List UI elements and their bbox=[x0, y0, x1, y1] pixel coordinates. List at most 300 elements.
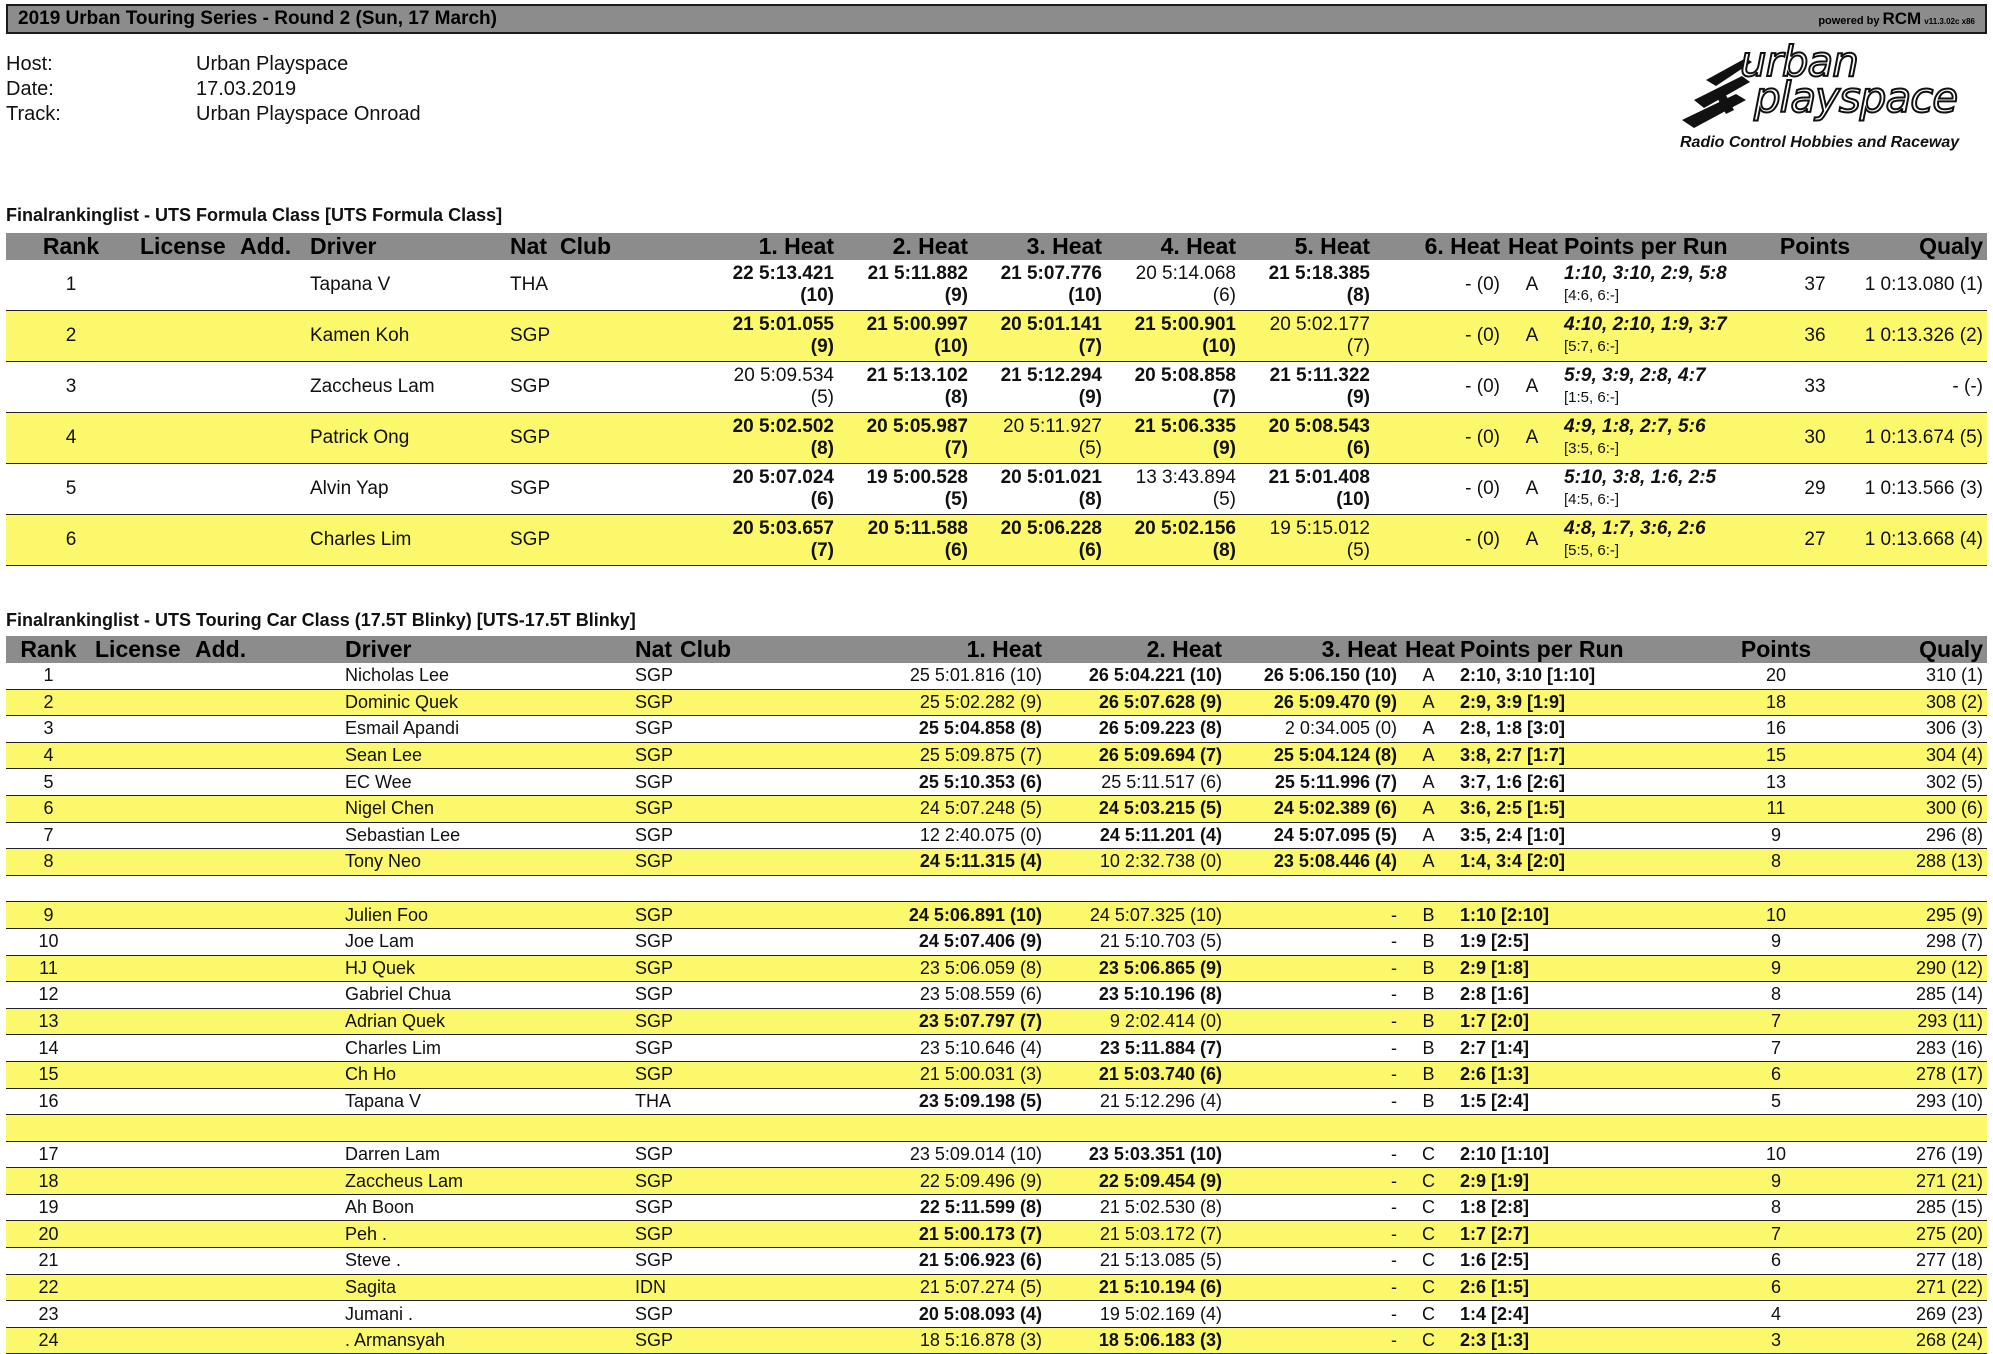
heat-result-cell bbox=[1240, 362, 1374, 413]
heat-group-cell: C bbox=[1401, 1194, 1456, 1221]
points-cell: 5 bbox=[1706, 1088, 1846, 1115]
points-per-run-cell: 1:10 [2:10] bbox=[1456, 902, 1706, 929]
add-cell bbox=[191, 1194, 341, 1221]
points-cell: 9 bbox=[1706, 1168, 1846, 1195]
qualy-cell: 1 0:13.326 (2) bbox=[1860, 311, 1987, 362]
points-per-run-counted: 4:8, 1:7, 3:6, 2:6 bbox=[1564, 518, 1706, 539]
points-cell: 6 bbox=[1706, 1061, 1846, 1088]
points-per-run-counted: 4:9, 1:8, 2:7, 5:6 bbox=[1564, 416, 1706, 437]
club-cell bbox=[676, 928, 866, 955]
nat-cell: SGP bbox=[506, 515, 556, 566]
table-row bbox=[6, 1088, 1987, 1115]
heat-points: (10) bbox=[1068, 285, 1102, 306]
points-cell: 18 bbox=[1706, 689, 1846, 716]
nat-cell: SGP bbox=[631, 1168, 676, 1195]
heat-group-cell: B bbox=[1401, 982, 1456, 1009]
powered-by: powered by RCM v11.3.02c x86 bbox=[1818, 9, 1975, 28]
points-per-run-cell: 3:6, 2:5 [1:5] bbox=[1456, 795, 1706, 822]
add-cell bbox=[191, 928, 341, 955]
heat-result-cell bbox=[972, 515, 1106, 566]
nat-cell: SGP bbox=[631, 982, 676, 1009]
points-per-run-cell bbox=[1560, 311, 1770, 362]
qualy-cell: 269 (23) bbox=[1846, 1301, 1987, 1328]
heat-time: 21 5:11.882 bbox=[867, 263, 968, 284]
column-header: Nat bbox=[506, 233, 556, 260]
nat-cell: SGP bbox=[631, 689, 676, 716]
heat2-cell: 21 5:03.172 (7) bbox=[1046, 1221, 1226, 1248]
points-per-run-dropped: [4:6, 6:-] bbox=[1564, 287, 1620, 304]
heat-time: 19 5:00.528 bbox=[866, 467, 968, 488]
heat-group-cell: C bbox=[1401, 1248, 1456, 1275]
heat1-cell: 25 5:09.875 (7) bbox=[866, 742, 1046, 769]
heat-time: 21 5:01.408 bbox=[1268, 467, 1370, 488]
column-header: Add. bbox=[191, 636, 341, 663]
heat-group-cell: C bbox=[1401, 1221, 1456, 1248]
heat3-cell: - bbox=[1226, 1088, 1401, 1115]
qualy-cell: 275 (20) bbox=[1846, 1221, 1987, 1248]
heat-group-cell: A bbox=[1504, 362, 1560, 413]
club-cell bbox=[556, 311, 706, 362]
formula-section-title: Finalrankinglist - UTS Formula Class [UTS Formula Class] bbox=[6, 205, 503, 225]
heat-result-cell bbox=[972, 464, 1106, 515]
heat2-cell: 9 2:02.414 (0) bbox=[1046, 1008, 1226, 1035]
club-cell bbox=[556, 464, 706, 515]
license-cell bbox=[91, 795, 191, 822]
points-per-run-cell: 2:10 [1:10] bbox=[1456, 1141, 1706, 1168]
driver-cell: . Armansyah bbox=[341, 1327, 631, 1354]
points-per-run-cell bbox=[1560, 464, 1770, 515]
heat-points: (8) bbox=[1346, 285, 1370, 306]
heat1-cell: 25 5:02.282 (9) bbox=[866, 689, 1046, 716]
license-cell bbox=[91, 1327, 191, 1354]
heat-group-cell: C bbox=[1401, 1327, 1456, 1354]
heat-result-cell bbox=[838, 413, 972, 464]
license-cell bbox=[136, 260, 236, 311]
nat-cell: SGP bbox=[631, 902, 676, 929]
heat-points: (9) bbox=[944, 285, 968, 306]
heat-result-cell bbox=[972, 260, 1106, 311]
qualy-cell: 271 (21) bbox=[1846, 1168, 1987, 1195]
heat1-cell: 24 5:07.406 (9) bbox=[866, 928, 1046, 955]
club-cell bbox=[556, 362, 706, 413]
points-cell: 8 bbox=[1706, 849, 1846, 876]
add-cell bbox=[191, 1221, 341, 1248]
heat-points: (7) bbox=[944, 438, 968, 459]
heat2-cell: 21 5:13.085 (5) bbox=[1046, 1248, 1226, 1275]
qualy-cell: 285 (14) bbox=[1846, 982, 1987, 1009]
heat2-cell: 26 5:07.628 (9) bbox=[1046, 689, 1226, 716]
driver-cell: Sebastian Lee bbox=[341, 822, 631, 849]
rank-cell: 5 bbox=[6, 769, 91, 796]
points-per-run-cell: 2:8, 1:8 [3:0] bbox=[1456, 716, 1706, 743]
heat2-cell: 18 5:06.183 (3) bbox=[1046, 1327, 1226, 1354]
add-cell bbox=[191, 1301, 341, 1328]
heat6-cell: - (0) bbox=[1374, 260, 1504, 311]
heat3-cell: 25 5:04.124 (8) bbox=[1226, 742, 1401, 769]
rank-cell: 12 bbox=[6, 982, 91, 1009]
heat-group-cell: A bbox=[1504, 464, 1560, 515]
heat-result-cell bbox=[838, 311, 972, 362]
qualy-cell: 296 (8) bbox=[1846, 822, 1987, 849]
heat-group-cell: A bbox=[1401, 795, 1456, 822]
heat-time: 20 5:11.927 bbox=[1003, 416, 1102, 437]
license-cell bbox=[91, 663, 191, 689]
add-cell bbox=[191, 742, 341, 769]
column-header: Points bbox=[1770, 233, 1860, 260]
license-cell bbox=[91, 902, 191, 929]
heat2-cell: 24 5:11.201 (4) bbox=[1046, 822, 1226, 849]
add-cell bbox=[191, 902, 341, 929]
heat1-cell: 23 5:06.059 (8) bbox=[866, 955, 1046, 982]
heat-points: (5) bbox=[1212, 489, 1236, 510]
column-header: 1. Heat bbox=[706, 233, 838, 260]
heat1-cell: 22 5:09.496 (9) bbox=[866, 1168, 1046, 1195]
column-header: 4. Heat bbox=[1106, 233, 1240, 260]
heat-group-cell: B bbox=[1401, 1008, 1456, 1035]
date-label: Date: bbox=[6, 78, 54, 100]
license-cell bbox=[91, 982, 191, 1009]
club-cell bbox=[676, 1248, 866, 1275]
column-header: 2. Heat bbox=[1046, 636, 1226, 663]
license-cell bbox=[91, 1301, 191, 1328]
rank-cell: 23 bbox=[6, 1301, 91, 1328]
add-cell bbox=[191, 1008, 341, 1035]
points-per-run-dropped: [1:5, 6:-] bbox=[1564, 389, 1620, 406]
nat-cell: THA bbox=[506, 260, 556, 311]
points-per-run-cell: 3:8, 2:7 [1:7] bbox=[1456, 742, 1706, 769]
heat3-cell: - bbox=[1226, 1221, 1401, 1248]
heat-points: (7) bbox=[1346, 336, 1370, 357]
heat-result-cell bbox=[1106, 311, 1240, 362]
heat6-cell: - (0) bbox=[1374, 362, 1504, 413]
table-row bbox=[6, 1221, 1987, 1248]
club-cell bbox=[676, 1061, 866, 1088]
heat2-cell: 26 5:09.223 (8) bbox=[1046, 716, 1226, 743]
qualy-cell: 288 (13) bbox=[1846, 849, 1987, 876]
column-header: 1. Heat bbox=[866, 636, 1046, 663]
heat-points: (8) bbox=[810, 438, 834, 459]
heat-time: 13 3:43.894 bbox=[1135, 467, 1236, 488]
heat-group-cell: B bbox=[1401, 1088, 1456, 1115]
column-header: Club bbox=[556, 233, 706, 260]
heat-result-cell bbox=[706, 413, 838, 464]
points-per-run-cell: 1:8 [2:8] bbox=[1456, 1194, 1706, 1221]
points-per-run-cell: 2:9 [1:9] bbox=[1456, 1168, 1706, 1195]
heat2-cell: 19 5:02.169 (4) bbox=[1046, 1301, 1226, 1328]
heat-result-cell bbox=[1106, 464, 1240, 515]
table-row bbox=[6, 849, 1987, 876]
rank-cell: 24 bbox=[6, 1327, 91, 1354]
qualy-cell: 304 (4) bbox=[1846, 742, 1987, 769]
points-per-run-cell: 2:8 [1:6] bbox=[1456, 982, 1706, 1009]
heat3-cell: - bbox=[1226, 902, 1401, 929]
club-cell bbox=[676, 1221, 866, 1248]
driver-cell: Ah Boon bbox=[341, 1194, 631, 1221]
host-label: Host: bbox=[6, 53, 53, 75]
points-cell: 8 bbox=[1706, 982, 1846, 1009]
heat1-cell: 22 5:11.599 (8) bbox=[866, 1194, 1046, 1221]
license-cell bbox=[91, 1035, 191, 1062]
nat-cell: SGP bbox=[631, 716, 676, 743]
license-cell bbox=[91, 928, 191, 955]
license-cell bbox=[91, 769, 191, 796]
license-cell bbox=[91, 849, 191, 876]
heat1-cell: 20 5:08.093 (4) bbox=[866, 1301, 1046, 1328]
points-cell: 27 bbox=[1770, 515, 1860, 566]
heat3-cell: - bbox=[1226, 1274, 1401, 1301]
heat1-cell: 25 5:10.353 (6) bbox=[866, 769, 1046, 796]
heat1-cell: 24 5:11.315 (4) bbox=[866, 849, 1046, 876]
table-row bbox=[6, 1035, 1987, 1062]
qualy-cell: 306 (3) bbox=[1846, 716, 1987, 743]
heat2-cell: 23 5:11.884 (7) bbox=[1046, 1035, 1226, 1062]
column-header: License bbox=[136, 233, 236, 260]
club-cell bbox=[676, 1274, 866, 1301]
points-cell: 16 bbox=[1706, 716, 1846, 743]
points-cell: 10 bbox=[1706, 902, 1846, 929]
points-per-run-dropped: [3:5, 6:-] bbox=[1564, 440, 1620, 457]
column-header: 2. Heat bbox=[838, 233, 972, 260]
rank-cell: 4 bbox=[6, 413, 136, 464]
heat-group-cell: B bbox=[1401, 1061, 1456, 1088]
heat2-cell: 21 5:12.296 (4) bbox=[1046, 1088, 1226, 1115]
qualy-cell: 295 (9) bbox=[1846, 902, 1987, 929]
rank-cell: 2 bbox=[6, 311, 136, 362]
driver-cell: Zaccheus Lam bbox=[341, 1168, 631, 1195]
rank-cell: 20 bbox=[6, 1221, 91, 1248]
license-cell bbox=[136, 362, 236, 413]
points-per-run-counted: 4:10, 2:10, 1:9, 3:7 bbox=[1564, 314, 1727, 335]
table-row bbox=[6, 1248, 1987, 1275]
column-header: Qualy bbox=[1860, 233, 1987, 260]
driver-cell: Julien Foo bbox=[341, 902, 631, 929]
qualy-cell: 271 (22) bbox=[1846, 1274, 1987, 1301]
column-header: Points per Run bbox=[1560, 233, 1770, 260]
spacer-cell bbox=[6, 875, 1987, 902]
heat1-cell: 25 5:04.858 (8) bbox=[866, 716, 1046, 743]
touring-results-table bbox=[6, 636, 1987, 1354]
table-row bbox=[6, 260, 1987, 311]
heat-time: 21 5:18.385 bbox=[1268, 263, 1370, 284]
driver-cell: Sean Lee bbox=[341, 742, 631, 769]
heat-points: (10) bbox=[934, 336, 968, 357]
heat2-cell: 24 5:07.325 (10) bbox=[1046, 902, 1226, 929]
rank-cell: 18 bbox=[6, 1168, 91, 1195]
club-cell bbox=[676, 1141, 866, 1168]
driver-cell: Sagita bbox=[341, 1274, 631, 1301]
heat3-cell: - bbox=[1226, 955, 1401, 982]
points-per-run-cell: 2:7 [1:4] bbox=[1456, 1035, 1706, 1062]
heat1-cell: 18 5:16.878 (3) bbox=[866, 1327, 1046, 1354]
driver-cell: Darren Lam bbox=[341, 1141, 631, 1168]
heat-result-cell bbox=[1240, 413, 1374, 464]
license-cell bbox=[91, 955, 191, 982]
heat1-cell: 21 5:06.923 (6) bbox=[866, 1248, 1046, 1275]
nat-cell: SGP bbox=[631, 1221, 676, 1248]
heat-group-cell: A bbox=[1401, 689, 1456, 716]
column-header: Points bbox=[1706, 636, 1846, 663]
heat2-cell: 26 5:09.694 (7) bbox=[1046, 742, 1226, 769]
heat-group-cell: B bbox=[1401, 1035, 1456, 1062]
heat2-cell: 23 5:06.865 (9) bbox=[1046, 955, 1226, 982]
column-header: Driver bbox=[306, 233, 506, 260]
heat1-cell: 21 5:00.031 (3) bbox=[866, 1061, 1046, 1088]
heat-points: (6) bbox=[1346, 438, 1370, 459]
license-cell bbox=[91, 716, 191, 743]
column-header: Add. bbox=[236, 233, 306, 260]
group-spacer-row bbox=[6, 875, 1987, 902]
club-cell bbox=[556, 260, 706, 311]
heat-points: (6) bbox=[1078, 540, 1102, 561]
table-row bbox=[6, 311, 1987, 362]
club-cell bbox=[676, 955, 866, 982]
heat-result-cell bbox=[1240, 515, 1374, 566]
column-header: 3. Heat bbox=[1226, 636, 1401, 663]
heat2-cell: 22 5:09.454 (9) bbox=[1046, 1168, 1226, 1195]
column-header: 6. Heat bbox=[1374, 233, 1504, 260]
nat-cell: SGP bbox=[631, 955, 676, 982]
points-cell: 29 bbox=[1770, 464, 1860, 515]
heat3-cell: 25 5:11.996 (7) bbox=[1226, 769, 1401, 796]
driver-cell: HJ Quek bbox=[341, 955, 631, 982]
heat3-cell: - bbox=[1226, 1141, 1401, 1168]
rank-cell: 9 bbox=[6, 902, 91, 929]
qualy-cell: 268 (24) bbox=[1846, 1327, 1987, 1354]
heat-result-cell bbox=[1106, 362, 1240, 413]
add-cell bbox=[191, 1248, 341, 1275]
club-cell bbox=[676, 849, 866, 876]
heat-points: (5) bbox=[1078, 438, 1102, 459]
qualy-cell: 277 (18) bbox=[1846, 1248, 1987, 1275]
heat-result-cell bbox=[838, 515, 972, 566]
rank-cell: 19 bbox=[6, 1194, 91, 1221]
heat-points: (8) bbox=[1078, 489, 1102, 510]
heat-points: (9) bbox=[1078, 387, 1102, 408]
points-cell: 37 bbox=[1770, 260, 1860, 311]
qualy-cell: 302 (5) bbox=[1846, 769, 1987, 796]
qualy-cell: 1 0:13.566 (3) bbox=[1860, 464, 1987, 515]
add-cell bbox=[191, 955, 341, 982]
add-cell bbox=[191, 822, 341, 849]
heat-time: 22 5:13.421 bbox=[732, 263, 834, 284]
heat-points: (7) bbox=[1078, 336, 1102, 357]
table-row bbox=[6, 689, 1987, 716]
heat-time: 20 5:14.068 bbox=[1135, 263, 1236, 284]
rank-cell: 1 bbox=[6, 663, 91, 689]
rank-cell: 15 bbox=[6, 1061, 91, 1088]
add-cell bbox=[191, 1035, 341, 1062]
rank-cell: 17 bbox=[6, 1141, 91, 1168]
points-per-run-cell: 2:6 [1:5] bbox=[1456, 1274, 1706, 1301]
heat-result-cell bbox=[706, 515, 838, 566]
points-cell: 7 bbox=[1706, 1008, 1846, 1035]
points-per-run-cell bbox=[1560, 362, 1770, 413]
heat-result-cell bbox=[706, 464, 838, 515]
nat-cell: SGP bbox=[631, 1327, 676, 1354]
heat2-cell: 10 2:32.738 (0) bbox=[1046, 849, 1226, 876]
table-row bbox=[6, 1008, 1987, 1035]
points-per-run-cell: 1:9 [2:5] bbox=[1456, 928, 1706, 955]
heat1-cell: 23 5:09.198 (5) bbox=[866, 1088, 1046, 1115]
table-row bbox=[6, 663, 1987, 689]
add-cell bbox=[191, 795, 341, 822]
points-per-run-dropped: [4:5, 6:-] bbox=[1564, 491, 1620, 508]
heat-time: 21 5:13.102 bbox=[866, 365, 968, 386]
heat3-cell: - bbox=[1226, 1035, 1401, 1062]
add-cell bbox=[236, 311, 306, 362]
heat-result-cell bbox=[706, 311, 838, 362]
points-per-run-cell: 1:7 [2:7] bbox=[1456, 1221, 1706, 1248]
heat1-cell: 23 5:08.559 (6) bbox=[866, 982, 1046, 1009]
heat-points: (6) bbox=[1212, 285, 1236, 306]
formula-header-row bbox=[6, 233, 1987, 260]
driver-cell: Tapana V bbox=[341, 1088, 631, 1115]
license-cell bbox=[91, 1221, 191, 1248]
points-cell: 4 bbox=[1706, 1301, 1846, 1328]
logo-wordmark: urban playspace bbox=[1740, 37, 1958, 122]
heat-points: (6) bbox=[944, 540, 968, 561]
heat-group-cell: A bbox=[1401, 769, 1456, 796]
rank-cell: 6 bbox=[6, 515, 136, 566]
heat3-cell: - bbox=[1226, 1327, 1401, 1354]
heat-time: 21 5:00.997 bbox=[866, 314, 968, 335]
rank-cell: 3 bbox=[6, 716, 91, 743]
heat1-cell: 23 5:07.797 (7) bbox=[866, 1008, 1046, 1035]
nat-cell: SGP bbox=[631, 1035, 676, 1062]
heat2-cell: 25 5:11.517 (6) bbox=[1046, 769, 1226, 796]
add-cell bbox=[236, 362, 306, 413]
heat-time: 21 5:11.322 bbox=[1269, 365, 1370, 386]
heat-points: (5) bbox=[944, 489, 968, 510]
heat-time: 20 5:01.141 bbox=[1000, 314, 1102, 335]
table-row bbox=[6, 1194, 1987, 1221]
nat-cell: SGP bbox=[631, 1141, 676, 1168]
driver-cell: Charles Lim bbox=[341, 1035, 631, 1062]
points-cell: 30 bbox=[1770, 413, 1860, 464]
add-cell bbox=[191, 689, 341, 716]
heat-result-cell bbox=[1240, 260, 1374, 311]
club-cell bbox=[676, 1194, 866, 1221]
nat-cell: SGP bbox=[631, 849, 676, 876]
club-cell bbox=[676, 663, 866, 689]
club-cell bbox=[676, 982, 866, 1009]
license-cell bbox=[91, 1168, 191, 1195]
column-header: License bbox=[91, 636, 191, 663]
rank-cell: 13 bbox=[6, 1008, 91, 1035]
heat-group-cell: A bbox=[1504, 260, 1560, 311]
points-per-run-cell bbox=[1560, 413, 1770, 464]
heat-group-cell: A bbox=[1401, 716, 1456, 743]
license-cell bbox=[91, 822, 191, 849]
heat1-cell: 25 5:01.816 (10) bbox=[866, 663, 1046, 689]
nat-cell: SGP bbox=[506, 464, 556, 515]
points-cell: 9 bbox=[1706, 928, 1846, 955]
heat-points: (9) bbox=[810, 336, 834, 357]
logo-tagline: Radio Control Hobbies and Raceway bbox=[1680, 134, 1960, 151]
heat-time: 19 5:15.012 bbox=[1269, 518, 1370, 539]
heat-result-cell bbox=[706, 362, 838, 413]
driver-cell: Zaccheus Lam bbox=[306, 362, 506, 413]
heat-group-cell: C bbox=[1401, 1274, 1456, 1301]
nat-cell: SGP bbox=[631, 822, 676, 849]
column-header: 3. Heat bbox=[972, 233, 1106, 260]
qualy-cell: 278 (17) bbox=[1846, 1061, 1987, 1088]
heat1-cell: 21 5:00.173 (7) bbox=[866, 1221, 1046, 1248]
table-row bbox=[6, 822, 1987, 849]
heat2-cell: 23 5:10.196 (8) bbox=[1046, 982, 1226, 1009]
spacer-cell bbox=[6, 1115, 1987, 1142]
rank-cell: 11 bbox=[6, 955, 91, 982]
